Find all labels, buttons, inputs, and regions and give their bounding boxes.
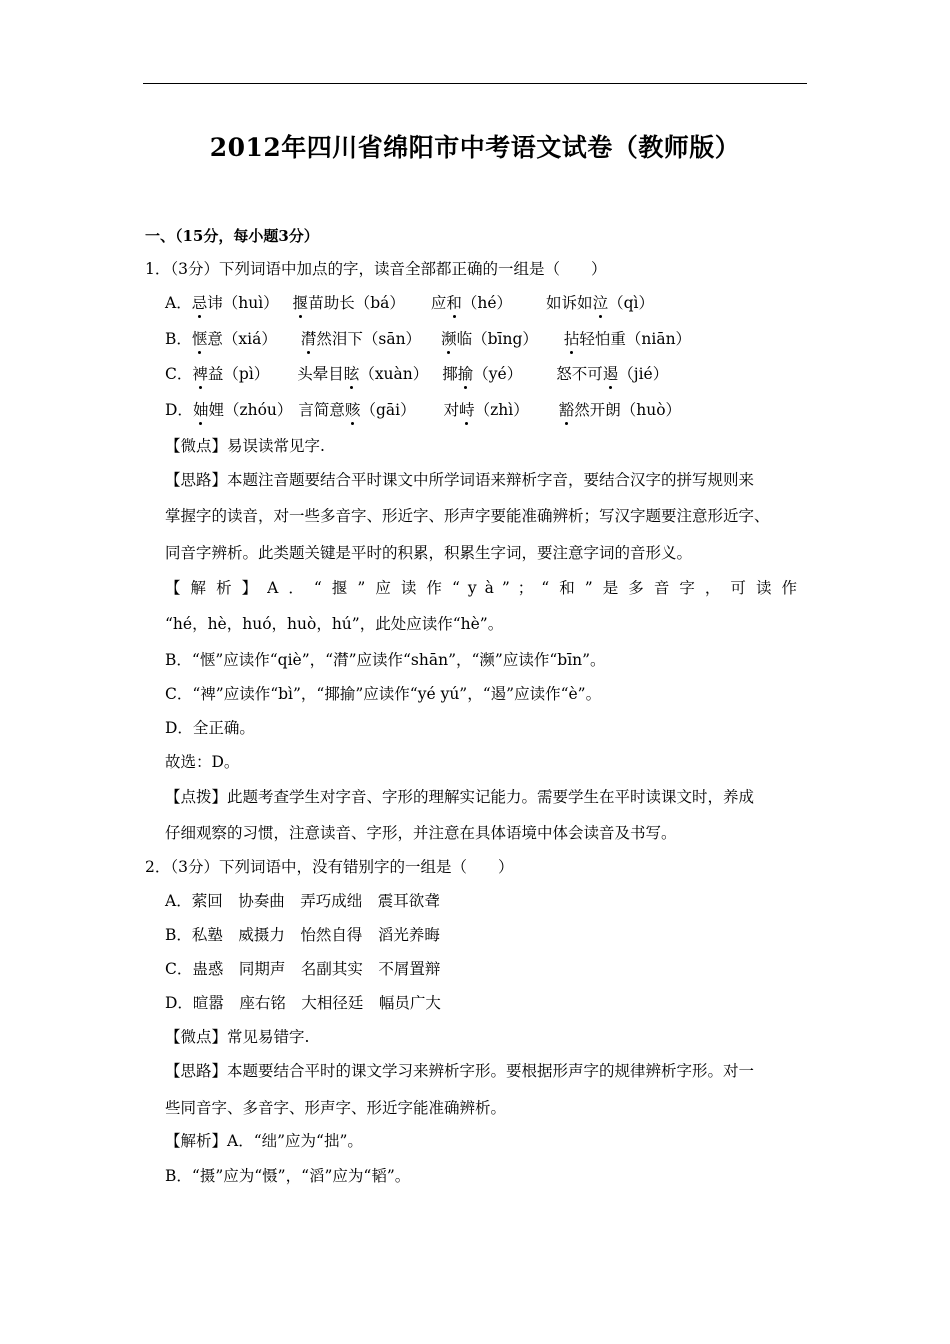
q1-silu-line: 【思路】本题注音题要结合平时课文中所学词语来辩析字音，要结合汉字的拼写规则来 [165,471,755,489]
q1-dianbo-line: 仔细观察的习惯，注意读音、字形，并注意在具体语境中体会读音及书写。 [165,824,677,842]
q1-answer: 故选：D。 [165,753,240,771]
q1-option-c: C．裨益（pì） 头晕目眩（xuàn） 揶揄（yé） 怒不可遏（jié） [165,365,669,383]
q2-option-d: D．暄嚣 座右铭 大相径廷 幅员广大 [165,994,441,1012]
q1-jiexi-line: B．“惬”应读作“qiè”，“潸”应读作“shān”，“濒”应读作“bīn”。 [165,651,606,669]
q1-silu-line: 同音字辨析。此类题关键是平时的积累，积累生字词，要注意字词的音形义。 [165,544,693,562]
q2-option-b: B．私塾 威摄力 怡然自得 滔光养晦 [165,926,440,944]
q2-jiexi-line: 【解析】A．“绌”应为“拙”。 [165,1132,363,1150]
q2-option-c: C．蛊惑 同期声 名副其实 不屑置辩 [165,960,441,978]
header-rule [143,83,807,84]
q1-jiexi-line: D．全正确。 [165,719,255,737]
q2-weidian: 【微点】常见易错字. [165,1028,310,1046]
section-heading: 一、（15分，每小题3分） [145,227,319,245]
q1-jiexi-line: C．“裨”应读作“bì”，“揶揄”应读作“yé yú”，“遏”应读作“è”。 [165,685,602,703]
q1-jiexi-line: 【解析】A．“揠”应读作“yà”；“和”是多音字，可读作 [165,579,805,597]
question-2-stem: 2．（3分）下列词语中，没有错别字的一组是（ ） [145,858,514,876]
question-1-stem: 1．（3分）下列词语中加点的字，读音全部都正确的一组是（ ） [145,260,607,278]
q2-jiexi-line: B．“摄”应为“慑”，“滔”应为“韬”。 [165,1167,411,1185]
q2-silu-line: 【思路】本题要结合平时的课文学习来辨析字形。要根据形声字的规律辨析字形。对一 [165,1062,755,1080]
q1-option-b: B．惬意（xiá） 潸然泪下（sān） 濒临（bīng） 拈轻怕重（niān） [165,330,692,348]
q2-silu-line: 些同音字、多音字、形声字、形近字能准确辨析。 [165,1099,507,1117]
q1-weidian: 【微点】易误读常见字. [165,437,325,455]
q1-option-a: A．忌讳（huì） 揠苗助长（bá） 应和（hé） 如诉如泣（qì） [165,294,654,312]
q1-dianbo-line: 【点拨】此题考查学生对字音、字形的理解实记能力。需要学生在平时读课文时，养成 [165,788,755,806]
page-title: 2012年四川省绵阳市中考语文试卷（教师版） [209,133,741,162]
q1-jiexi-line: “hé，hè，huó，huò，hú”，此处应读作“hè”。 [165,615,504,633]
q1-silu-line: 掌握字的读音，对一些多音字、形近字、形声字要能准确辨析；写汉字题要注意形近字、 [165,507,770,525]
q1-option-d: D．妯娌（zhóu） 言简意赅（gāi） 对峙（zhì） 豁然开朗（huò） [165,401,682,419]
q2-option-a: A．萦回 协奏曲 弄巧成绌 震耳欲聋 [165,892,440,910]
